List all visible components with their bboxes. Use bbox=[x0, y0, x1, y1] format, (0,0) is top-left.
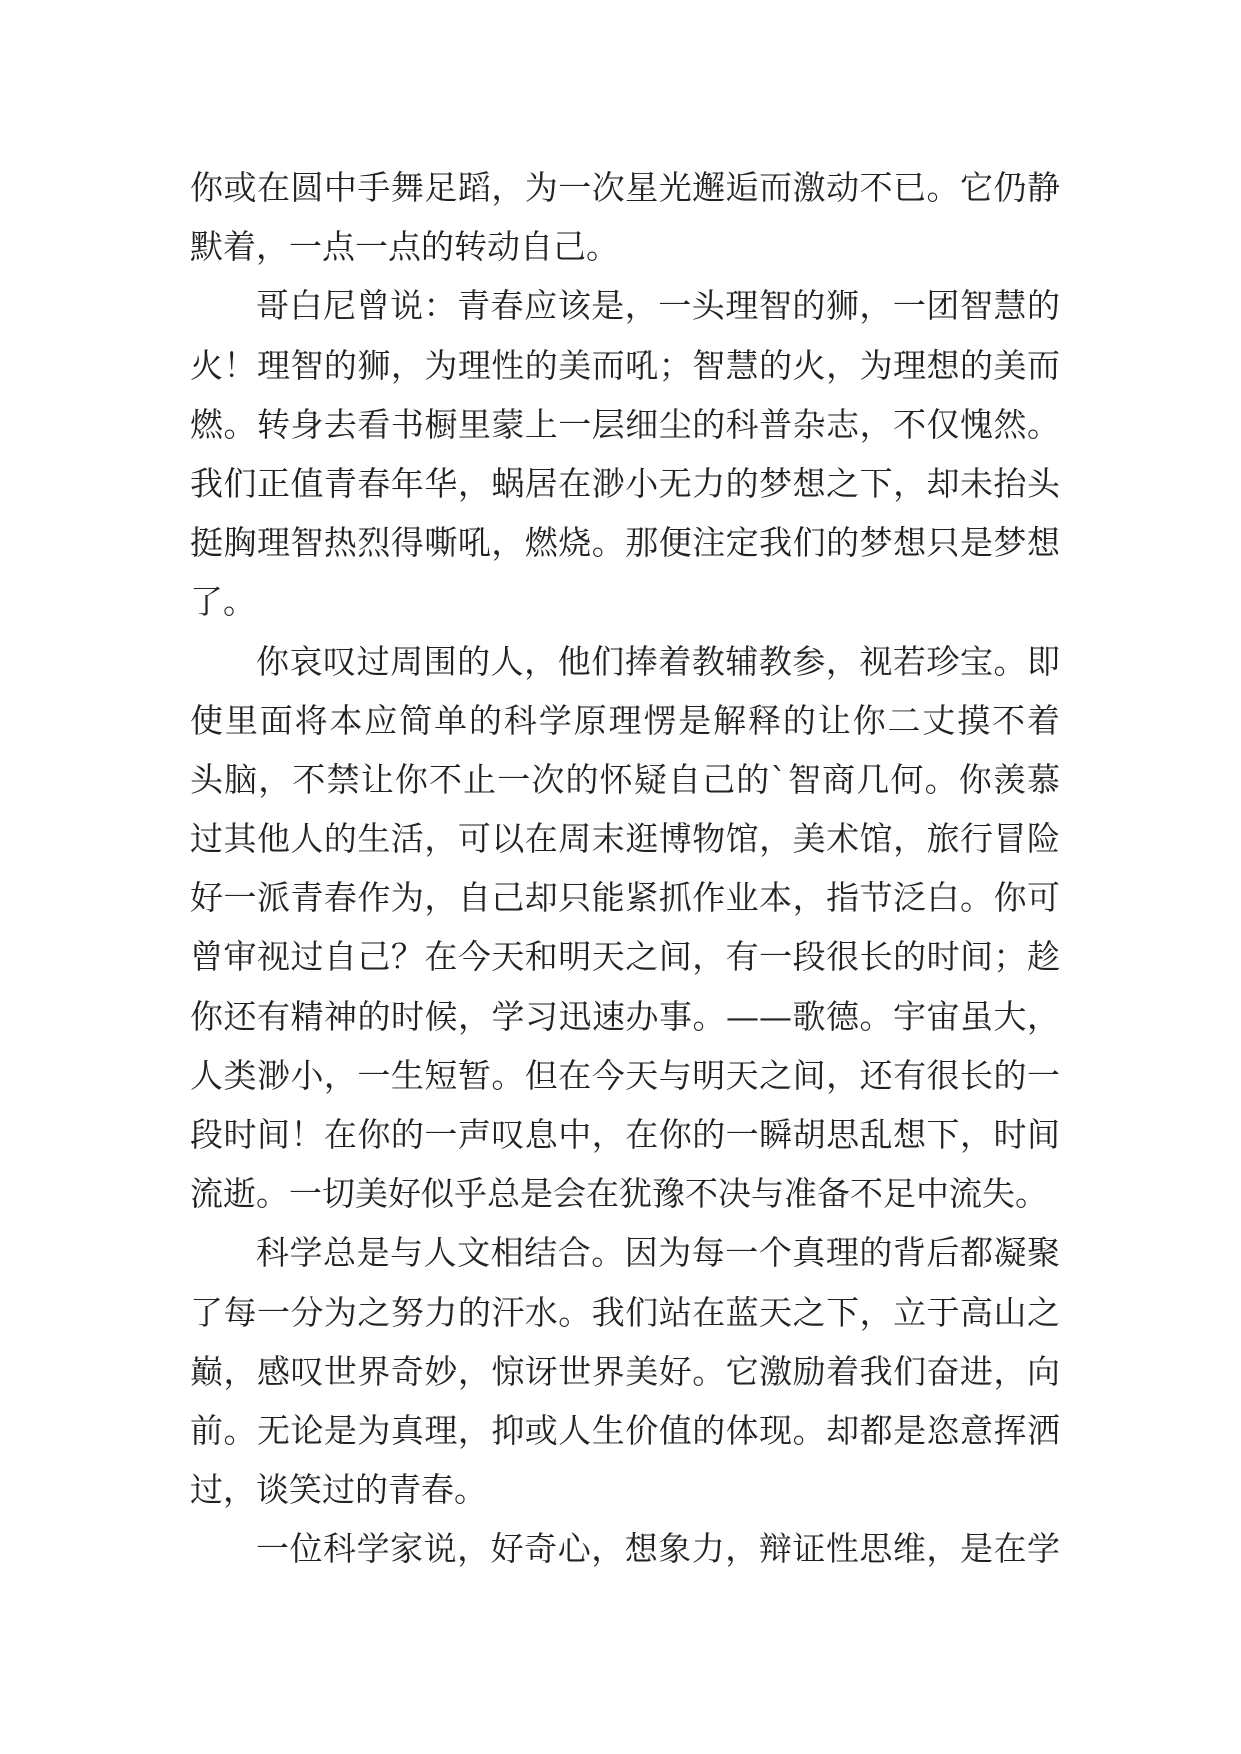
text-line: 好一派青春作为，自己却只能紧抓作业本，指节泛白。你可 bbox=[190, 878, 1060, 918]
text-line: 过其他人的生活，可以在周末逛博物馆，美术馆，旅行冒险 bbox=[190, 819, 1060, 859]
text-line: 燃。转身去看书橱里蒙上一层细尘的科普杂志，不仅愧然。 bbox=[190, 404, 1060, 444]
text-line: 流逝。一切美好似乎总是会在犹豫不决与准备不足中流失。 bbox=[190, 1174, 1048, 1214]
text-line: 你哀叹过周围的人，他们捧着教辅教参，视若珍宝。即 bbox=[256, 641, 1060, 681]
text-line: 使里面将本应简单的科学原理愣是解释的让你二丈摸不着 bbox=[190, 700, 1060, 740]
text-line: 曾审视过自己？在今天和明天之间，有一段很长的时间；趁 bbox=[190, 937, 1060, 977]
text-line: 科学总是与人文相结合。因为每一个真理的背后都凝聚 bbox=[256, 1233, 1060, 1273]
text-line: 你还有精神的时候，学习迅速办事。——歌德。宇宙虽大， bbox=[190, 996, 1060, 1036]
text-line: 巅，感叹世界奇妙，惊讶世界美好。它激励着我们奋进，向 bbox=[190, 1351, 1060, 1391]
text-line: 头脑，不禁让你不止一次的怀疑自己的`智商几何。你羡慕 bbox=[190, 759, 1060, 799]
text-line: 挺胸理智热烈得嘶吼，燃烧。那便注定我们的梦想只是梦想 bbox=[190, 523, 1060, 563]
text-line: 火！理智的狮，为理性的美而吼；智慧的火，为理想的美而 bbox=[190, 345, 1060, 385]
text-line: 人类渺小，一生短暂。但在今天与明天之间，还有很长的一 bbox=[190, 1055, 1060, 1095]
text-line: 了每一分为之努力的汗水。我们站在蓝天之下，立于高山之 bbox=[190, 1292, 1060, 1332]
text-line: 默着，一点一点的转动自己。 bbox=[190, 227, 619, 267]
text-line: 了。 bbox=[190, 582, 256, 622]
text-line: 段时间！在你的一声叹息中，在你的一瞬胡思乱想下，时间 bbox=[190, 1115, 1060, 1154]
text-line: 哥白尼曾说：青春应该是，一头理智的狮，一团智慧的 bbox=[256, 286, 1060, 326]
body-text bbox=[190, 158, 1060, 1579]
text-line: 前。无论是为真理，抑或人生价值的体现。却都是恣意挥洒 bbox=[190, 1410, 1060, 1450]
text-line: 你或在圆中手舞足蹈，为一次星光邂逅而激动不已。它仍静 bbox=[190, 168, 1060, 207]
text-line: 我们正值青春年华，蜗居在渺小无力的梦想之下，却未抬头 bbox=[190, 463, 1060, 503]
text-line: 一位科学家说，好奇心，想象力，辩证性思维，是在学 bbox=[256, 1529, 1060, 1569]
text-line: 过，谈笑过的青春。 bbox=[190, 1470, 487, 1510]
